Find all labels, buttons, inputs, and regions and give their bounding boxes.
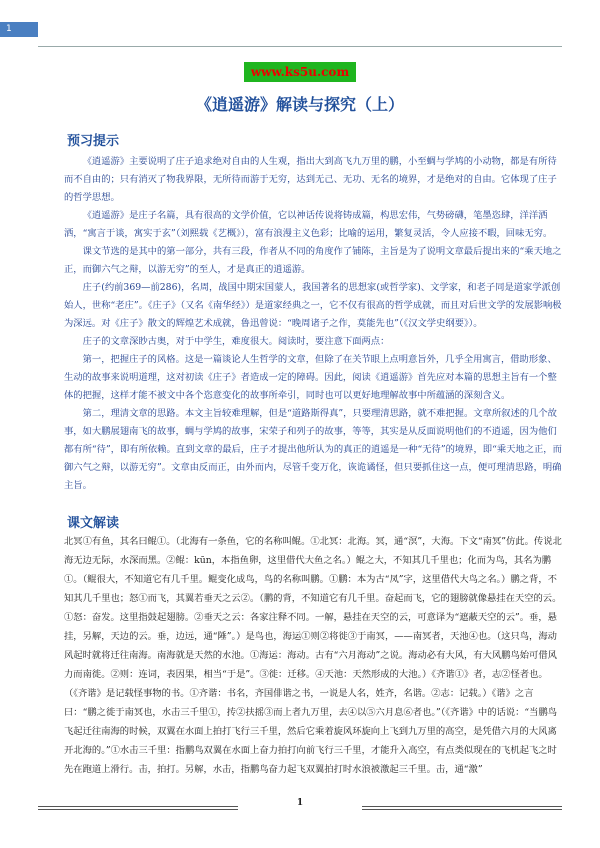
preview-paragraph: 第一，把握庄子的风格。这是一篇谈论人生哲学的文章，但除了在关节眼上点明意旨外，几乎全用寓言，借助形象、生动的故事来说明道理，这对初读《庄子》者造成一定的障碍。因此，阅读《逍遥游》首先应对本篇的思想主旨有一个整体的把握，这样才能不被文中各个恣意变化的故事所牵引，同时也可以更好地理解故事中所蕴涵的深刻含义。 [64, 354, 557, 401]
preview-paragraph: 庄子(约前369—前286)，名周，战国中期宋国蒙人，我国著名的思想家(或哲学家)、文学家，和老子同是道家学派创始人，世称“老庄”。《庄子》（又名《南华经》）是道家经典之一，它不仅有很高的哲学成就，而且对后世文学的发展影响极为深远。对《庄子》散文的辉煌艺术成就，鲁迅曾说：“晚周诸子之作，莫能先也”（《汉文学史纲要》）。 [64, 282, 562, 329]
header-rule [38, 46, 562, 47]
preview-paragraph: 《逍遥游》是庄子名篇，具有很高的文学价值，它以神话传说将铸成篇，构思宏伟，气势磅礴，笔墨恣肆，洋洋洒洒，“寓言于谈，寓实于玄”（刘熙载《艺概》），富有浪漫主义色彩；比喻的运用，繁复灵活，令人应接不暇，回味无穷。 [64, 210, 553, 239]
preview-block [64, 153, 564, 495]
preview-paragraph: 课文节选的是其中的第一部分，共有三段，作者从不同的角度作了铺陈，主旨是为了说明文章最后提出来的“乘天地之正，而御六气之辩，以游无穷”的至人，才是真正的逍遥游。 [64, 246, 562, 275]
site-link[interactable]: www.ks5u.com [244, 62, 356, 82]
footer-rule-right-2 [362, 809, 562, 810]
footer-rule-left-2 [38, 809, 238, 810]
preview-paragraph: 庄子的文章深眇古奥，对于中学生，难度很大。阅读时，要注意下面两点： [82, 336, 390, 347]
text-section-heading: 课文解读 [67, 516, 120, 531]
page-title: 《逍遥游》解读与探究（上） [195, 95, 404, 114]
page-tag: 1 [0, 22, 38, 37]
preview-heading: 预习提示 [67, 134, 120, 149]
preview-paragraph: 第二，理清文章的思路。本文主旨较难理解，但是“道路斯得真”，只要理清思路，就不难把握。文章所叙述的几个故事，如大鹏展翅南飞的故事，蜩与学鸠的故事，宋荣子和列子的故事，等等，其实是从反面说明他们的不逍遥，因为他们都有所“待”，即有所依赖。直到文章的最后，庄子才提出他所认为的真正的逍遥是一种“无待”的境界，即“乘天地之正，而御六气之辩，以游无穷”。文章由反而正，由外而内，尽管千变万化，诙诡谲怪，但只要抓住这一点，便可理清思路，明确主旨。 [64, 408, 562, 491]
page-number: 1 [296, 798, 304, 808]
text-section-body: 北冥①有鱼，其名曰鲲①。（北海有一条鱼，它的名称叫鲲。①北冥：北海。冥，通“溟”，大海。下文“南冥”仿此。传说北海无边无际，水深而黑。②鲲：kūn，本指鱼卵，这里借代大鱼之名。）鲲之大，不知其几千里也；化而为鸟，其名为鹏①。（鲲很大，不知道它有几千里。鲲变化成鸟，鸟的名称叫鹏。①鹏：本为古“凤”字，这里借代大鸟之名。）鹏之背，不知其几千里也；怒①而飞，其翼若垂天之云②。（鹏的背，不知道它有几千里。奋起而飞，它的翅膀就像悬挂在天空的云。①怒：奋发。这里指鼓起翅膀。②垂天之云：各家注释不同。一解，悬挂在天空的云，可意译为“遮蔽天空的云”。垂，悬挂，另解，天边的云。垂，边远，通“陲”。）是鸟也，海运①则②将徙③于南冥，——南冥者，天池④也。（这只鸟，海动风起时就将迁往南海。南海就是天然的水池。①海运：海动。古有“六月海动”之说。海动必有大风，有大风鹏鸟始可借风力而南徙。②则：连词，表因果，相当“于是”。③徙：迁移。④天池：天然形成的大池。）《齐谐①》者，志②怪者也。（《齐谐》是记载怪事物的书。①齐谐：书名，齐国俳谐之书，一说是人名，姓齐，名谐。②志：记载。）《谐》之言曰：“鹏之徙于南冥也，水击三千里①，抟②扶摇③而上者九万里，去④以⑤六月息⑥者也。”（《齐谐》中的话说：“当鹏鸟飞起迁往南海的时候，双翼在水面上拍打飞行三千里，然后它乘着旋风环旋向上飞到九万里的高空，是凭借六月的大风离开北海的。”①水击三千里：指鹏鸟双翼在水面上奋力拍打向前飞行三千里，才能升入高空，有点类似现在的飞机起飞之时先在跑道上滑行。击，拍打。另解，水击，指鹏鸟奋力起飞双翼拍打时水浪被激起三千里。击，通“激” [64, 536, 562, 775]
preview-paragraph: 《逍遥游》主要说明了庄子追求绝对自由的人生观，指出大到高飞九万里的鹏，小至蜩与学鸠的小动物，都是有所待而不自由的；只有消灭了物我界限，无所待而游于无穷，达到无己、无功、无名的境界，才是绝对的自由。它体现了庄子的哲学思想。 [64, 156, 557, 203]
